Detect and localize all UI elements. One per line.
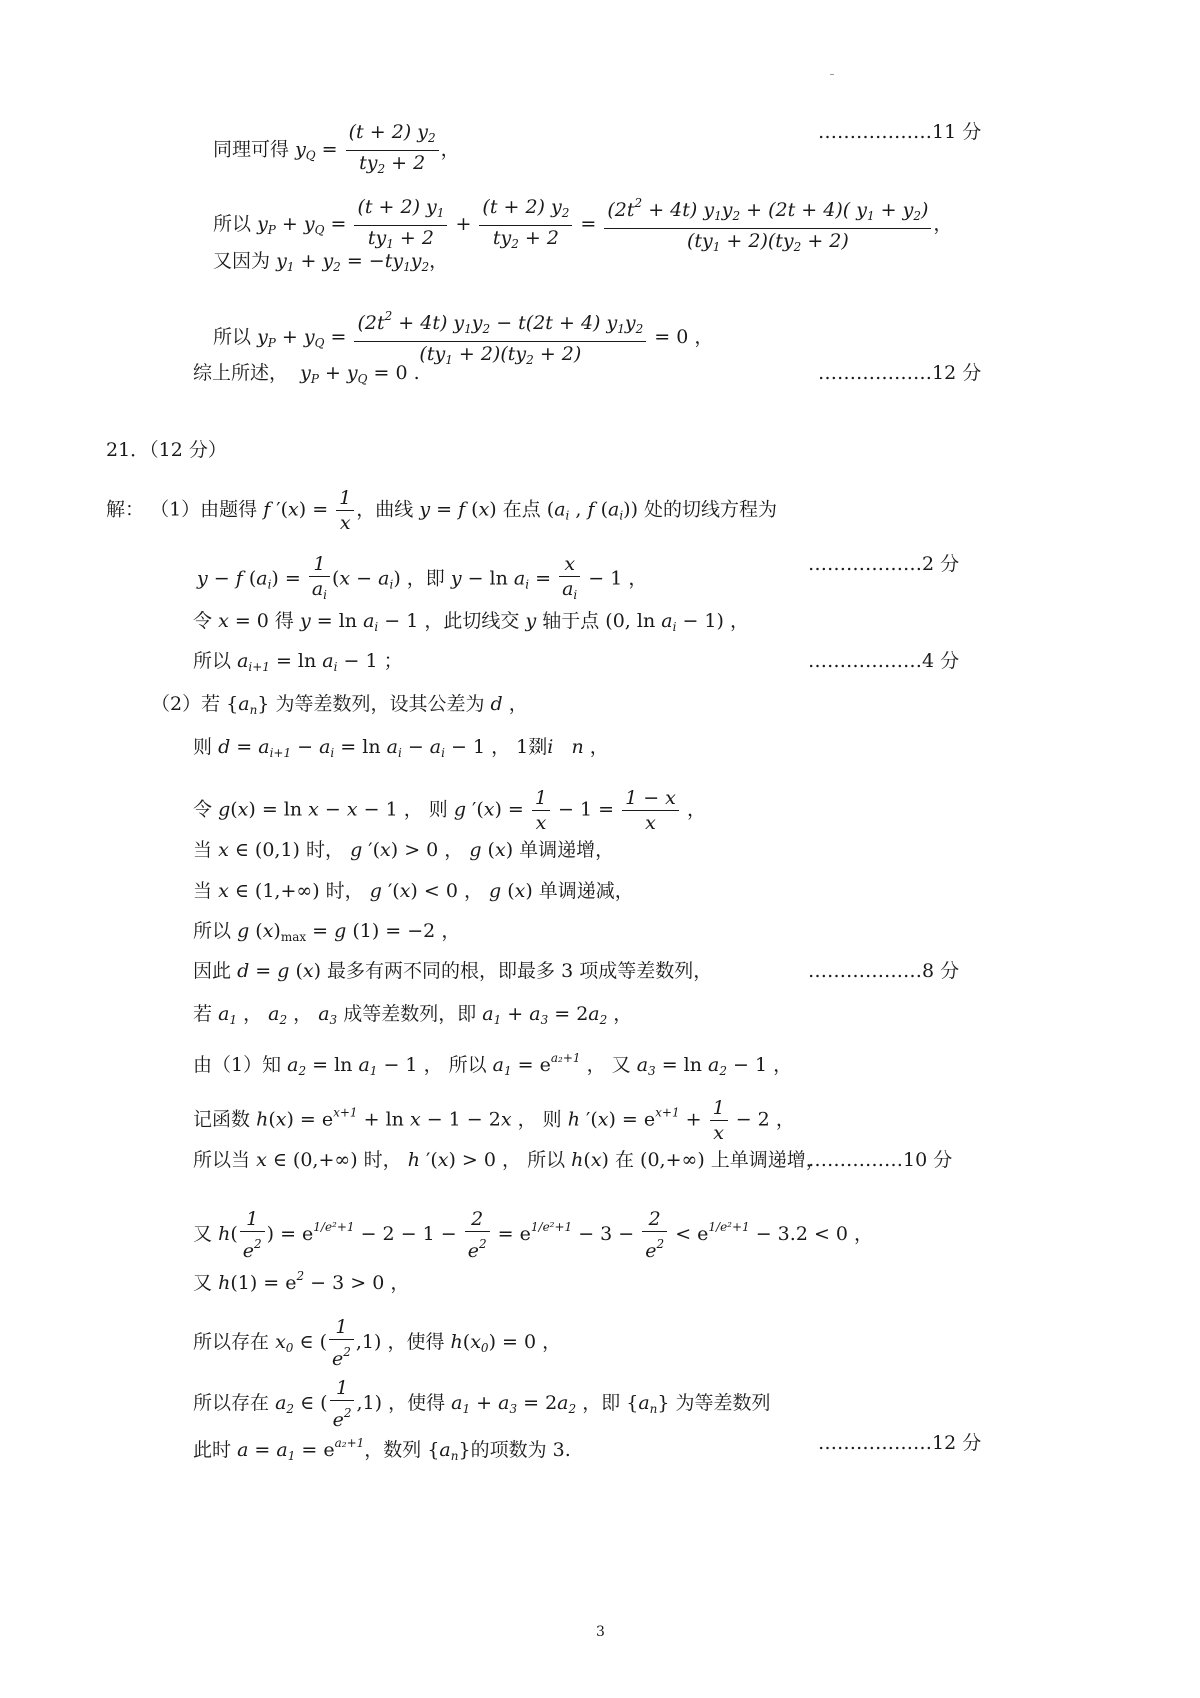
page-number: 3 [596, 1624, 605, 1640]
label-jie: 解： [106, 498, 145, 521]
label-p1: （1）由题得 [150, 498, 258, 521]
scan-speck [830, 74, 834, 75]
label-zongshang: 综上所述， [193, 362, 289, 384]
label-youyinwei: 又因为 [213, 250, 271, 272]
label-suoyi: 所以 [213, 213, 252, 235]
score-mark-4: ………………4 分 [808, 650, 960, 672]
score-mark-10: ……………10 分 [808, 1149, 953, 1171]
fraction: $\frac{(t + 2) y_2}{ty_2 + 2}$ [346, 120, 439, 181]
score-mark-8: ………………8 分 [808, 960, 960, 982]
question-number: 21．（12 分） [106, 439, 227, 461]
score-mark-12a: ………………12 分 [818, 362, 982, 384]
score-mark-11: ………………11 分 [818, 121, 982, 143]
label-tongli: 同理可得 [213, 138, 290, 161]
score-mark-2: ………………2 分 [808, 553, 960, 575]
score-mark-12b: ………………12 分 [818, 1432, 982, 1454]
label-suoyi-2: 所以 [213, 326, 252, 348]
